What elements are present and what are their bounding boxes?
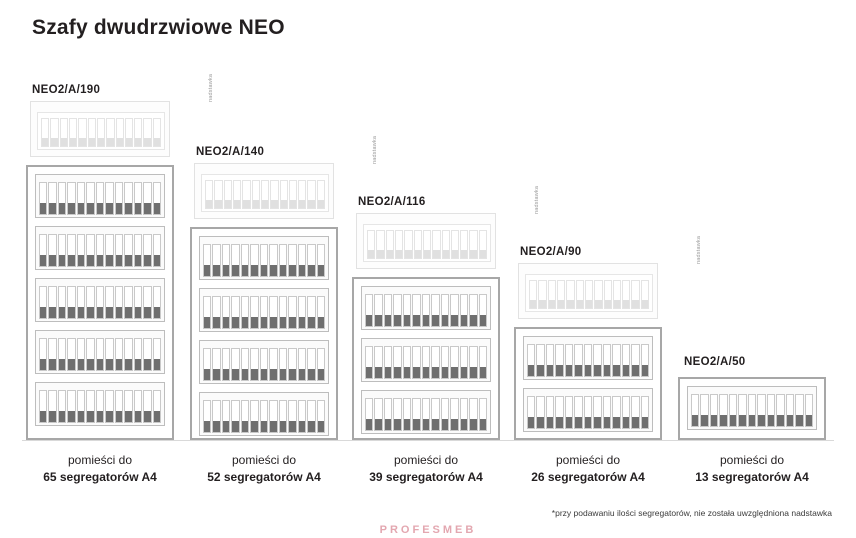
cabinet-shelf (199, 236, 329, 280)
cabinet-shelf (523, 336, 653, 380)
cabinet-shelf (199, 392, 329, 436)
cabinet-caption (26, 452, 174, 486)
caption-capacity: 52 segregatorów A4 (207, 470, 321, 484)
cabinet-shelf (35, 278, 165, 322)
cabinet-shelf (199, 288, 329, 332)
caption-capacity: 39 segregatorów A4 (369, 470, 483, 484)
cabinet-shelf (35, 330, 165, 374)
baseline-divider (22, 440, 834, 441)
caption-capacity: 13 segregatorów A4 (695, 470, 809, 484)
caption-prefix: pomieści do (555, 453, 621, 467)
cabinet-label: NEO2/A/190 (32, 84, 101, 96)
cabinet-shelf (361, 390, 491, 434)
cabinet-caption (678, 452, 826, 486)
watermark: PROFESMEB (379, 524, 477, 536)
cabinet-shelf (199, 340, 329, 384)
cabinet-body (26, 165, 174, 440)
cabinet-shelf (35, 226, 165, 270)
cabinet-caption (190, 452, 338, 486)
cabinet-shelf (523, 388, 653, 432)
caption-capacity: 65 segregatorów A4 (43, 470, 157, 484)
topper-tag-label: nadstawka (208, 73, 214, 102)
cabinet-shelf (687, 386, 817, 430)
cabinet-shelf (35, 382, 165, 426)
caption-prefix: pomieści do (719, 453, 785, 467)
caption-capacity: 26 segregatorów A4 (531, 470, 645, 484)
caption-prefix: pomieści do (393, 453, 459, 467)
cabinet-shelf (361, 338, 491, 382)
cabinet-shelf (361, 286, 491, 330)
cabinet-label: NEO2/A/140 (196, 146, 265, 158)
cabinet-label: NEO2/A/90 (520, 246, 582, 258)
topper-tag-label: nadstawka (534, 185, 540, 214)
topper-shelf (525, 274, 653, 312)
topper-shelf (363, 224, 491, 262)
cabinet-label: NEO2/A/50 (684, 356, 746, 368)
cabinet-shelf (35, 174, 165, 218)
page-title: Szafy dwudrzwiowe NEO (32, 16, 285, 39)
topper-shelf (37, 112, 165, 150)
cabinet-caption (352, 452, 500, 486)
footnote: *przy podawaniu ilości segregatorów, nie została uwzględniona nadstawka (551, 508, 832, 518)
topper-tag-label: nadstawka (372, 135, 378, 164)
cabinet-body (190, 227, 338, 440)
cabinet-body (352, 277, 500, 440)
cabinet-body (514, 327, 662, 440)
topper-shelf (201, 174, 329, 212)
caption-prefix: pomieści do (231, 453, 297, 467)
caption-prefix: pomieści do (67, 453, 133, 467)
cabinet-body (678, 377, 826, 440)
topper-tag-label: nadstawka (696, 235, 702, 264)
cabinet-caption (514, 452, 662, 486)
cabinet-label: NEO2/A/116 (358, 196, 426, 208)
